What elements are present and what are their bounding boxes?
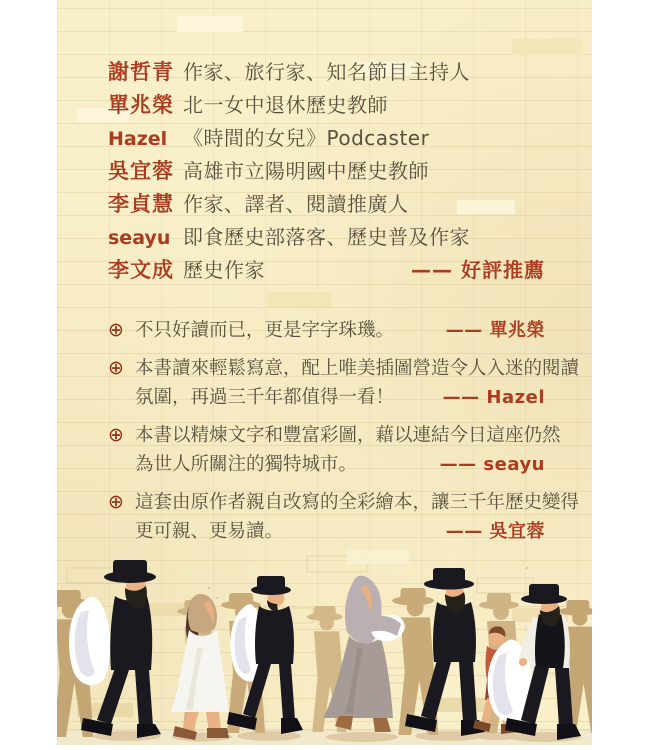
- quote-body: [135, 316, 545, 345]
- list-item: [108, 155, 545, 188]
- recommender-name: 吳宜蓉: [108, 159, 174, 183]
- quote-text: 更可親、更易讀。: [135, 521, 284, 542]
- quote-line: [135, 383, 545, 412]
- quote-attribution: —— 單兆榮: [445, 320, 545, 341]
- quote-line: 本書以精煉文字和豐富彩圖，藉以連結今日這座仍然: [135, 425, 561, 446]
- recommender-name: seayu: [108, 227, 171, 249]
- recommender-name: 單兆榮: [108, 93, 174, 117]
- quote-item: [108, 488, 580, 546]
- quote-line: 這套由原作者親自改寫的全彩繪本，讓三千年歷史變得: [135, 492, 580, 513]
- circle-plus-icon: ⊕: [108, 319, 124, 341]
- quote-item: [108, 316, 545, 345]
- list-item: [108, 56, 545, 89]
- text-block: [57, 0, 592, 546]
- recommender-name: Hazel: [108, 128, 168, 150]
- recommender-title: 作家、旅行家、知名節目主持人: [183, 60, 470, 84]
- recommender-title: 高雄市立陽明國中歷史教師: [183, 159, 429, 183]
- recommender-name: 謝哲青: [108, 60, 174, 84]
- list-item: [108, 254, 545, 287]
- quote-body: [135, 488, 580, 546]
- quote-attribution: —— Hazel: [442, 387, 545, 408]
- walking-people-illustration: [57, 548, 592, 745]
- quote-item: [108, 421, 561, 479]
- quote-attribution: —— 吳宜蓉: [445, 521, 545, 542]
- circle-plus-icon: ⊕: [108, 491, 124, 513]
- quote-line: 本書讀來輕鬆寫意，配上唯美插圖營造令人入迷的閱讀: [135, 358, 580, 379]
- recommender-title: 《時間的女兒》Podcaster: [183, 126, 430, 150]
- quote-attribution: —— seayu: [439, 454, 545, 475]
- quote-line: [135, 316, 545, 345]
- recommender-title: 歷史作家: [183, 258, 265, 282]
- list-item: [108, 221, 545, 254]
- quote-text: 為世人所關注的獨特城市。: [135, 454, 358, 475]
- recommender-name: 李貞慧: [108, 192, 174, 216]
- circle-plus-icon: ⊕: [108, 357, 124, 379]
- list-item: [108, 188, 545, 221]
- quote-line: [135, 517, 545, 546]
- recommender-title: 作家、譯者、閱讀推廣人: [183, 192, 409, 216]
- book-promo-page: [57, 0, 592, 745]
- quote-body: [135, 354, 580, 412]
- quote-body: [135, 421, 561, 479]
- recommender-title: 北一女中退休歷史教師: [183, 93, 388, 117]
- quote-text: 氛圍，再過三千年都值得一看！: [135, 387, 395, 408]
- quote-item: [108, 354, 580, 412]
- endorsement-label: —— 好評推薦: [411, 258, 545, 282]
- recommender-title: 即食歷史部落客、歷史普及作家: [183, 225, 470, 249]
- recommender-name: 李文成: [108, 258, 174, 282]
- list-item: [108, 122, 545, 155]
- list-item: [108, 89, 545, 122]
- quote-line: [135, 450, 545, 479]
- recommender-list: [108, 56, 545, 287]
- quote-text: 不只好讀而已，更是字字珠璣。: [135, 320, 395, 341]
- circle-plus-icon: ⊕: [108, 424, 124, 446]
- quote-list: [108, 316, 580, 546]
